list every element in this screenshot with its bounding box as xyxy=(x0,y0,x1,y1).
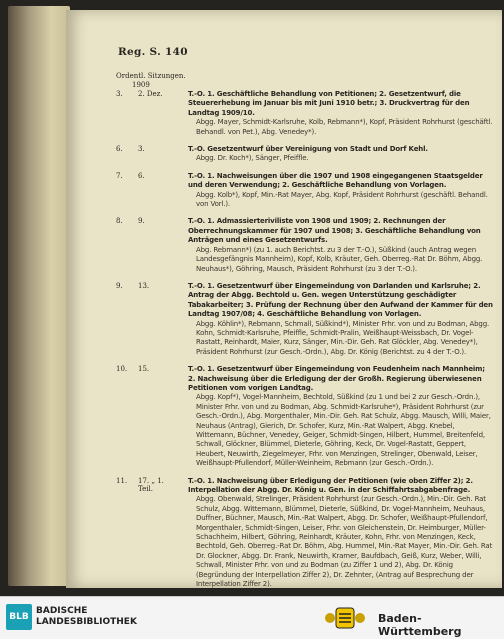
session-number: 7. xyxy=(116,171,123,180)
session-body xyxy=(188,365,494,468)
session-entry xyxy=(116,90,494,137)
session-date: 13. xyxy=(138,281,150,290)
session-list xyxy=(116,90,494,596)
agenda-text: T.-O. 1. Nachweisung über Erledigung der Petitionen (wie oben Ziffer 2); 2. Interpellation der Abgg. Dr. König u. Gen. in der Schiffahrtsabgabenfrage. xyxy=(188,476,473,495)
state-name: Baden-Württemberg xyxy=(378,612,462,638)
session-number: 8. xyxy=(116,217,123,226)
session-date: 6. xyxy=(138,171,145,180)
agenda-text: T.-O. 1. Geschäftliche Behandlung von Petitionen; 2. Gesetzentwurf, die Steuererhebung im Januar bis mit Juni 1910 betr.; 3. Druckvertrag für den Landtag 1909/10. xyxy=(188,90,470,117)
speakers-text: Abgg. Kolb*), Kopf, Min.-Rat Mayer, Abg. Kopf, Präsident Rohrhurst (geschäftl. Behandl. von Vorl.). xyxy=(196,190,488,209)
speakers-text: Abgg. Kopf*), Vogel-Mannheim, Bechtold, Süßkind (zu 1 und bei 2 zur Gesch.-Ordn.), Minister Frhr. von und zu Bodman, Abg. Schmidt-Karlsruhe*), Präsident Rohrhurst (zur Gesch.-Ordn.), Abg. Morgenthaler, Min.-Dir. Geh. Rat Schulz, Abgg. Mausch, Willi, Maier, Neuhaus (Antrag), Gierich, Dr. Schofer, Kurz, Min.-Rat Walpert, Abgg. Knebel, Wittemann, Büchner, Venedey, Geiger, Schmidt-Singen, Hilbert, Hummel, Breitenfeld, Schwall, Glöckner, Blümmel, Dieterle, Göhring, Keck, Dr. Vogel-Rastatt, Geppert, Heubert, Neuwirth, Ziegelmeyer, Frhr. von Menzingen, Strelinger, Obenwald, Leiser, Weißhaupt-Pfullendorf, Müller-Weinheim, Rebmann (zur Gesch.-Ordn.). xyxy=(196,393,491,468)
agenda-text: T.-O. 1. Gesetzentwurf über Eingemeindung von Feudenheim nach Mannheim; 2. Nachweisung über die Erledigung der der Großh. Regierung überwiesenen Petitionen vom vorigen Landtag. xyxy=(188,365,485,392)
session-body xyxy=(188,477,494,590)
session-body xyxy=(188,282,494,357)
document-page xyxy=(66,10,502,588)
session-date: 9. xyxy=(138,217,145,226)
speakers-text: Abgg. Köhlin*), Rebmann, Schmall, Süßkind*), Minister Frhr. von und zu Bodman, Abgg. Kohn, Schmidt-Karlsruhe, Pfeiffle, Schmidt-Pralin, Weißhaupt-Weissbach, Dr. Vogel-Rastatt, Reinhardt, Maier, Kurz, Sänger, Min.-Dir. Geh. Rat Glöckler, Abg. Venedey*), Präsident Rohrhurst (zur Gesch.-Ordn.), Abg. Dr. König (Berichtst. zu 4 der T.-O.). xyxy=(196,319,490,356)
library-name-line2: LANDESBIBLIOTHEK xyxy=(36,617,137,627)
session-number: 9. xyxy=(116,281,123,290)
session-date: 17. „ 1. Teil. xyxy=(138,476,164,493)
library-name-line1: BADISCHE xyxy=(36,606,88,616)
session-date: 2. Dez. xyxy=(138,90,163,98)
session-body xyxy=(188,172,494,210)
coat-of-arms-icon xyxy=(318,606,372,630)
blb-logo-icon[interactable]: BLB xyxy=(6,604,32,630)
speakers-text: Abgg. Obenwald, Strelinger, Präsident Rohrhurst (zur Gesch.-Ordn.), Min.-Dir. Geh. Rat Schulz, Abgg. Wittemann, Blümmel, Dieterle, Süßkind, Dr. Vogel-Mannheim, Neuhaus, Duffner, Büchner, Mausch, Min.-Rat Walpert, Abgg. Dr. Schofer, Weißhaupt-Pfullendorf, Morgenthaler, Schmidt-Singen, Leiser, Frhr. von Gleichenstein, Dr. Heimburger, Müller-Schachheim, Hilbert, Göhring, Reinhardt, Kräuter, Kohn, Frhr. von Menzingen, Keck, Bechtold, Geh. Oberreg.-Rat Dr. Böhm, Abg. Hummel, Min.-Rat Mayer, Min.-Dir. Geh. Rat Dr. Glockner, Abgg. Dr. Frank, Neuwirth, Kramer, Baufdbach, Geiß, Kurz, Weber, Willi, Schwall, Minister Frhr. von und zu Bodman (zu Ziffer 1 und 2), Abg. Dr. König (Begründung der Interpellation Ziffer 2), Dr. Zehnter, (Antrag auf Besprechung der Interpellation Ziffer 2). xyxy=(196,495,493,589)
session-date: 15. xyxy=(138,365,150,374)
session-entry xyxy=(116,282,494,357)
session-entry xyxy=(116,172,494,210)
page-header: Reg. S. 140 xyxy=(118,46,188,58)
session-number: 6. xyxy=(116,145,123,154)
session-number: 3. xyxy=(116,90,123,98)
session-body xyxy=(188,145,494,164)
book-edge xyxy=(8,6,70,586)
session-entry xyxy=(116,365,494,468)
column-head-title: Ordentl. Sitzungen. xyxy=(116,72,186,80)
speakers-text: Abgg. Mayer, Schmidt-Karlsruhe, Kolb, Rebmann*), Kopf, Präsident Rohrhurst (geschäftl. Behandl. von Pet.), Abg. Venedey*). xyxy=(196,118,493,136)
library-name[interactable] xyxy=(36,606,137,628)
speakers-text: Abgg. Dr. Koch*), Sänger, Pfeiffle. xyxy=(196,154,309,163)
column-head-year: 1909 xyxy=(132,81,150,89)
session-body xyxy=(188,217,494,273)
speakers-text: Abg. Rebmann*) (zu 1. auch Berichtst. zu 3 der T.-O.), Süßkind (auch Antrag wegen Landesgefängnis Mannheim), Kopf, Kolb, Kräuter, Geh. Oberreg.-Rat Dr. Böhm, Abgg. Neuhaus*), Göhring, Mausch, Präsident Rohrhurst (zu 3 der T.-O.). xyxy=(196,245,483,273)
session-entry xyxy=(116,217,494,273)
session-date: 3. xyxy=(138,145,145,154)
agenda-text: T.-O. 1. Admassierteriviliste von 1908 und 1909; 2. Rechnungen der Oberrechnungskammer für 1907 und 1908; 3. Geschäftliche Behandlung von Anträgen und eines Gesetzentwurfs. xyxy=(188,217,481,245)
column-head xyxy=(116,72,186,90)
agenda-text: T.-O. 1. Gesetzentwurf über Eingemeindung von Darlanden und Karlsruhe; 2. Antrag der Abgg. Bechtold u. Gen. wegen Unterstützung geschädigter Tabakarbeiter; 3. Prüfung der Rechnung über den Aufwand der Kammer für den Landtag 1907/08; 4. Geschäftliche Behandlung von Vorlagen. xyxy=(188,281,493,319)
session-number: 11. xyxy=(116,476,128,485)
session-entry xyxy=(116,145,494,164)
session-entry xyxy=(116,477,494,590)
agenda-text: T.-O. Gesetzentwurf über Vereinigung von Stadt und Dorf Kehl. xyxy=(188,145,428,154)
session-number: 10. xyxy=(116,365,128,374)
session-body xyxy=(188,90,494,137)
agenda-text: T.-O. 1. Nachweisungen über die 1907 und 1908 eingegangenen Staatsgelder und deren Verwendung; 2. Geschäftliche Behandlung von Vorlagen. xyxy=(188,171,483,190)
